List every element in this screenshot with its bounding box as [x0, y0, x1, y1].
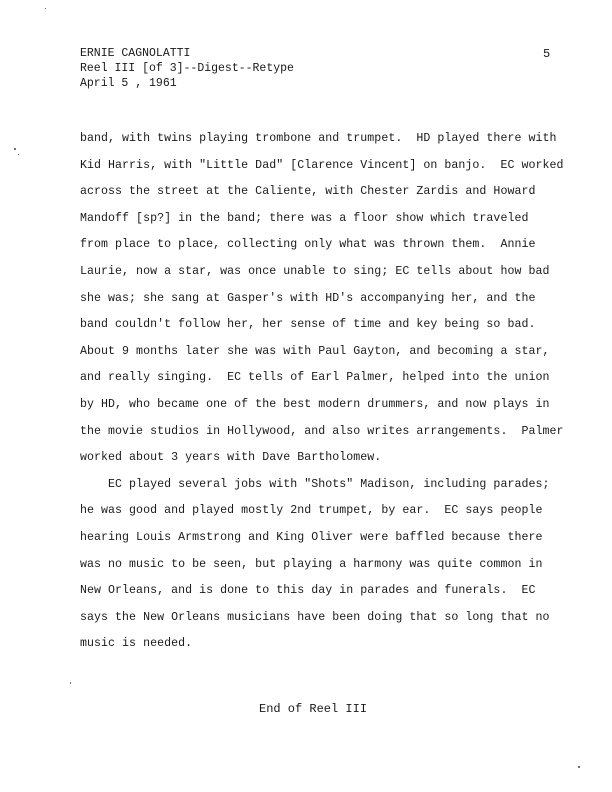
text-line: across the street at the Caliente, with Chester Zardis and Howard [80, 185, 536, 199]
text-line: EC played several jobs with "Shots" Madison, including parades; [80, 477, 550, 491]
text-line: music is needed. [80, 637, 193, 651]
reel-info: Reel III [of 3]--Digest--Retype [80, 62, 294, 75]
page-number: 5 [543, 47, 551, 61]
paragraph [80, 472, 560, 658]
text-line: About 9 months later she was with Paul Gayton, and becoming a star, [80, 344, 550, 358]
paragraph [80, 126, 564, 472]
text-line: band couldn't follow her, her sense of time and key being so bad. [80, 318, 536, 332]
text-line: hearing Louis Armstrong and King Oliver were baffled because there [80, 530, 543, 544]
text-line: band, with twins playing trombone and trumpet. HD played there with [80, 132, 557, 145]
text-line: she was; she sang at Gasper's with HD's accompanying her, and the [80, 291, 536, 305]
interview-date: April 5 , 1961 [80, 77, 177, 90]
text-line: Kid Harris, with "Little Dad" [Clarence Vincent] on banjo. EC worked [80, 158, 564, 172]
text-line: the movie studios in Hollywood, and also writes arrangements. Palmer [80, 424, 564, 438]
text-line: Mandoff [sp?] in the band; there was a floor show which traveled [80, 211, 529, 225]
text-line: and really singing. EC tells of Earl Palmer, helped into the union [80, 371, 550, 385]
text-line: Laurie, now a star, was once unable to sing; EC tells about how bad [80, 264, 550, 278]
scan-speck [18, 154, 19, 155]
interviewee-name: ERNIE CAGNOLATTI [80, 47, 191, 60]
end-of-reel-footer: End of Reel III [259, 702, 368, 716]
scan-speck [70, 682, 71, 684]
text-line: worked about 3 years with Dave Bartholomew. [80, 451, 382, 465]
text-line: New Orleans, and is done to this day in parades and funerals. EC [80, 584, 536, 598]
document-header [80, 46, 294, 91]
text-line: by HD, who became one of the best modern drummers, and now plays in [80, 397, 550, 411]
text-line: says the New Orleans musicians have been doing that so long that no [80, 610, 550, 624]
scan-speck [14, 148, 16, 150]
scan-speck [45, 8, 46, 9]
document-body [80, 126, 564, 658]
text-line: was no music to be seen, but playing a harmony was quite common in [80, 557, 543, 571]
text-line: from place to place, collecting only what was thrown them. Annie [80, 238, 536, 252]
text-line: he was good and played mostly 2nd trumpet, by ear. EC says people [80, 504, 543, 518]
scan-speck [578, 766, 580, 768]
